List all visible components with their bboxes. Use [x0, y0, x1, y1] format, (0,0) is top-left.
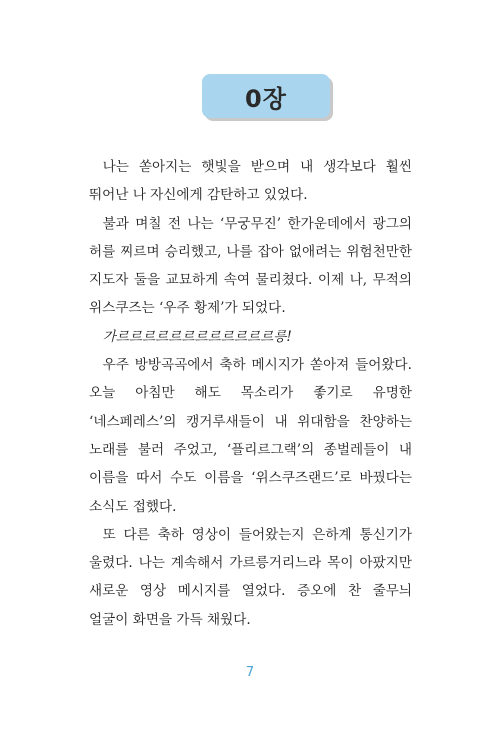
paragraph: 나는 쏟아지는 햇빛을 받으며 내 생각보다 훨씬 뛰어난 나 자신에게 감탄하고 있었다. — [89, 159, 412, 204]
page-number: 7 — [245, 665, 255, 680]
chapter-title: 0장 — [245, 84, 287, 113]
paragraph: 또 다른 축하 영상이 들어왔는지 은하계 통신기가 울렸다. 나는 계속해서 가르릉거리느라 목이 아팠지만 새로운 영상 메시지를 열었다. 증오에 찬 줄무늬 얼굴이 화면을 가득 채웠다. — [89, 526, 412, 628]
paragraph: 우주 방방곡곡에서 축하 메시지가 쏟아져 들어왔다. 오늘 아침만 해도 목소리가 좋기로 유명한 ‘네스페레스’의 캥거루새들이 내 위대함을 찬양하는 노래를 불러 주었고, ‘플리르그랙’의 종벌레들이 내 이름을 따서 수도 이름을 ‘위스쿠즈랜드’로 바꿨다는 소식도 접했다. — [89, 357, 412, 515]
paragraph-cry: 가르르르르르르르르르르르르릉! — [102, 328, 292, 345]
paragraph: 불과 며칠 전 나는 ‘무궁무진’ 한가운데에서 광그의 허를 찌르며 승리했고, 나를 잡아 없애려는 위험천만한 지도자 둘을 교묘하게 속여 물리쳤다. 이제 나, 무적의 위스쿠즈는 ‘우주 황제’가 되었다. — [89, 215, 412, 317]
body-text — [89, 153, 412, 634]
chapter-badge — [202, 74, 330, 118]
